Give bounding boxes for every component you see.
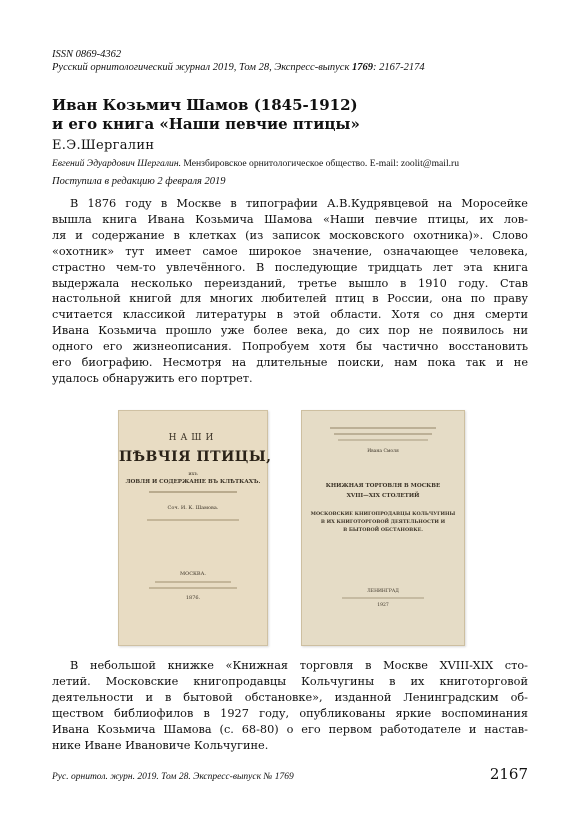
issue-number: 1769: [352, 62, 373, 73]
text-line: нике Иване Ивановиче Кольчугине.: [52, 738, 269, 752]
text-line: Ивана Козьмича Шамова (с. 68-80) о его первом работодателе и настав-: [52, 722, 528, 736]
text-line: ля и содержание в клетках (из записок московского охотника)». Слово: [52, 228, 528, 242]
cover-text: В ИХ КНИГОТОРГОВОЙ ДЕЯТЕЛЬНОСТИ И: [320, 519, 446, 525]
cover-text-bar: [147, 519, 239, 521]
cover-title: КНИЖНАЯ ТОРГОВЛЯ В МОСКВЕ: [325, 483, 441, 489]
text-line: В 1876 году в Москве в типографии А.В.Кудрявцевой на Моросейке: [70, 197, 528, 210]
cover-text: 1876.: [185, 595, 201, 601]
text-line: деятельности и в бытовой обстановке», изданной Ленинградским об-: [52, 690, 528, 704]
title-line-2: и его книга «Наши певчие птицы»: [52, 115, 360, 133]
cover-text-bar: [334, 433, 432, 435]
text-line: считается классикой литературы в этой области. Хотя со дня смерти: [52, 308, 528, 322]
text-line: летий. Московские книгопродавцы Кольчугины в их книготорговой: [52, 674, 528, 688]
footer-citation: Рус. орнитол. журн. 2019. Том 28. Экспресс-выпуск № 1769: [52, 772, 294, 782]
cover-title: ПѢВЧІЯ ПТИЦЫ,: [119, 449, 272, 465]
received-date: Поступила в редакцию 2 февраля 2019: [52, 176, 226, 187]
cover-text-bar: [155, 581, 231, 583]
text-line: настольной книгой для многих любителей птиц в России, она по праву: [52, 292, 528, 306]
issn: ISSN 0869-4362: [52, 49, 122, 60]
cover-text: ЛОВЛЯ И СОДЕРЖАНІЕ ВЪ КЛѢТКАХЪ.: [125, 479, 261, 485]
cover-text: XVIII—XIX СТОЛЕТИЙ: [346, 493, 420, 499]
affiliation-details: Мензбировское орнитологическое общество. E-mail: zoolit@mail.ru: [183, 158, 460, 169]
paragraph-2: [52, 658, 528, 753]
text-line: «охотник» тут имеет самое широкое значение, означающее человека,: [52, 244, 528, 258]
cover-text: НАШИ: [168, 433, 218, 443]
text-line: выдержала несколько переизданий, третье вышло в 1910 году. Став: [52, 276, 528, 290]
author-affiliation: [52, 158, 532, 170]
text-line: ществом библиофилов в 1927 году, опубликованы яркие воспоминания: [52, 706, 528, 720]
cover-text-bar: [149, 491, 237, 493]
cover-text: 1927: [377, 603, 389, 608]
cover-text: ихъ: [188, 471, 198, 477]
title-line-1: Иван Козьмич Шамов (1845-1912): [52, 96, 358, 114]
text-line: одного его жизнеописания. Попробуем хотя бы частично восстановить: [52, 340, 528, 354]
text-line: удалось обнаружить его портрет.: [52, 371, 253, 385]
cover-text: Ивана Смоля: [367, 449, 399, 454]
cover-text-bar: [149, 587, 237, 589]
text-line: вышла книга Ивана Козьмича Шамова «Наши певчие птицы, их лов-: [52, 212, 528, 226]
journal-name: Русский орнитологический журнал 2019, Том 28, Экспресс-выпуск: [52, 62, 350, 73]
page-number: 2167: [489, 765, 528, 783]
journal-header: [52, 48, 532, 74]
cover-text: МОСКОВСКИЕ КНИГОПРОДАВЦЫ КОЛЬЧУГИНЫ: [310, 511, 456, 517]
text-line: В небольшой книжке «Книжная торговля в Москве XVIII-XIX сто-: [70, 659, 528, 672]
text-line: Ивана Козьмича прошло уже более века, до сих пор не появилось ни: [52, 324, 528, 338]
article-title: [52, 96, 532, 134]
journal-citation: [52, 61, 532, 74]
text-line: страстно чем-то увлечённого. В последующие тридцать лет эта книга: [52, 260, 528, 274]
author-name: Е.Э.Шергалин: [52, 138, 155, 153]
cover-text: В БЫТОВОЙ ОБСТАНОВКЕ.: [343, 527, 423, 533]
text-line: его биографию. Несмотря на длительные поиски, нам пока так и не: [52, 356, 528, 370]
cover-text: Соч. И. К. Шамова.: [167, 505, 219, 511]
paragraph-1: [52, 196, 528, 387]
cover-text-bar: [342, 597, 424, 599]
cover-text-bar: [338, 439, 428, 441]
book-cover-image-right: [301, 410, 465, 646]
book-cover-image-left: [118, 410, 272, 646]
cover-text: МОСКВА.: [180, 571, 206, 577]
page-range: : 2167-2174: [373, 62, 425, 73]
cover-text: ЛЕНИНГРАД: [367, 589, 399, 594]
author-full-name: Евгений Эдуардович Шергалин.: [52, 158, 181, 169]
cover-text-bar: [330, 427, 436, 429]
